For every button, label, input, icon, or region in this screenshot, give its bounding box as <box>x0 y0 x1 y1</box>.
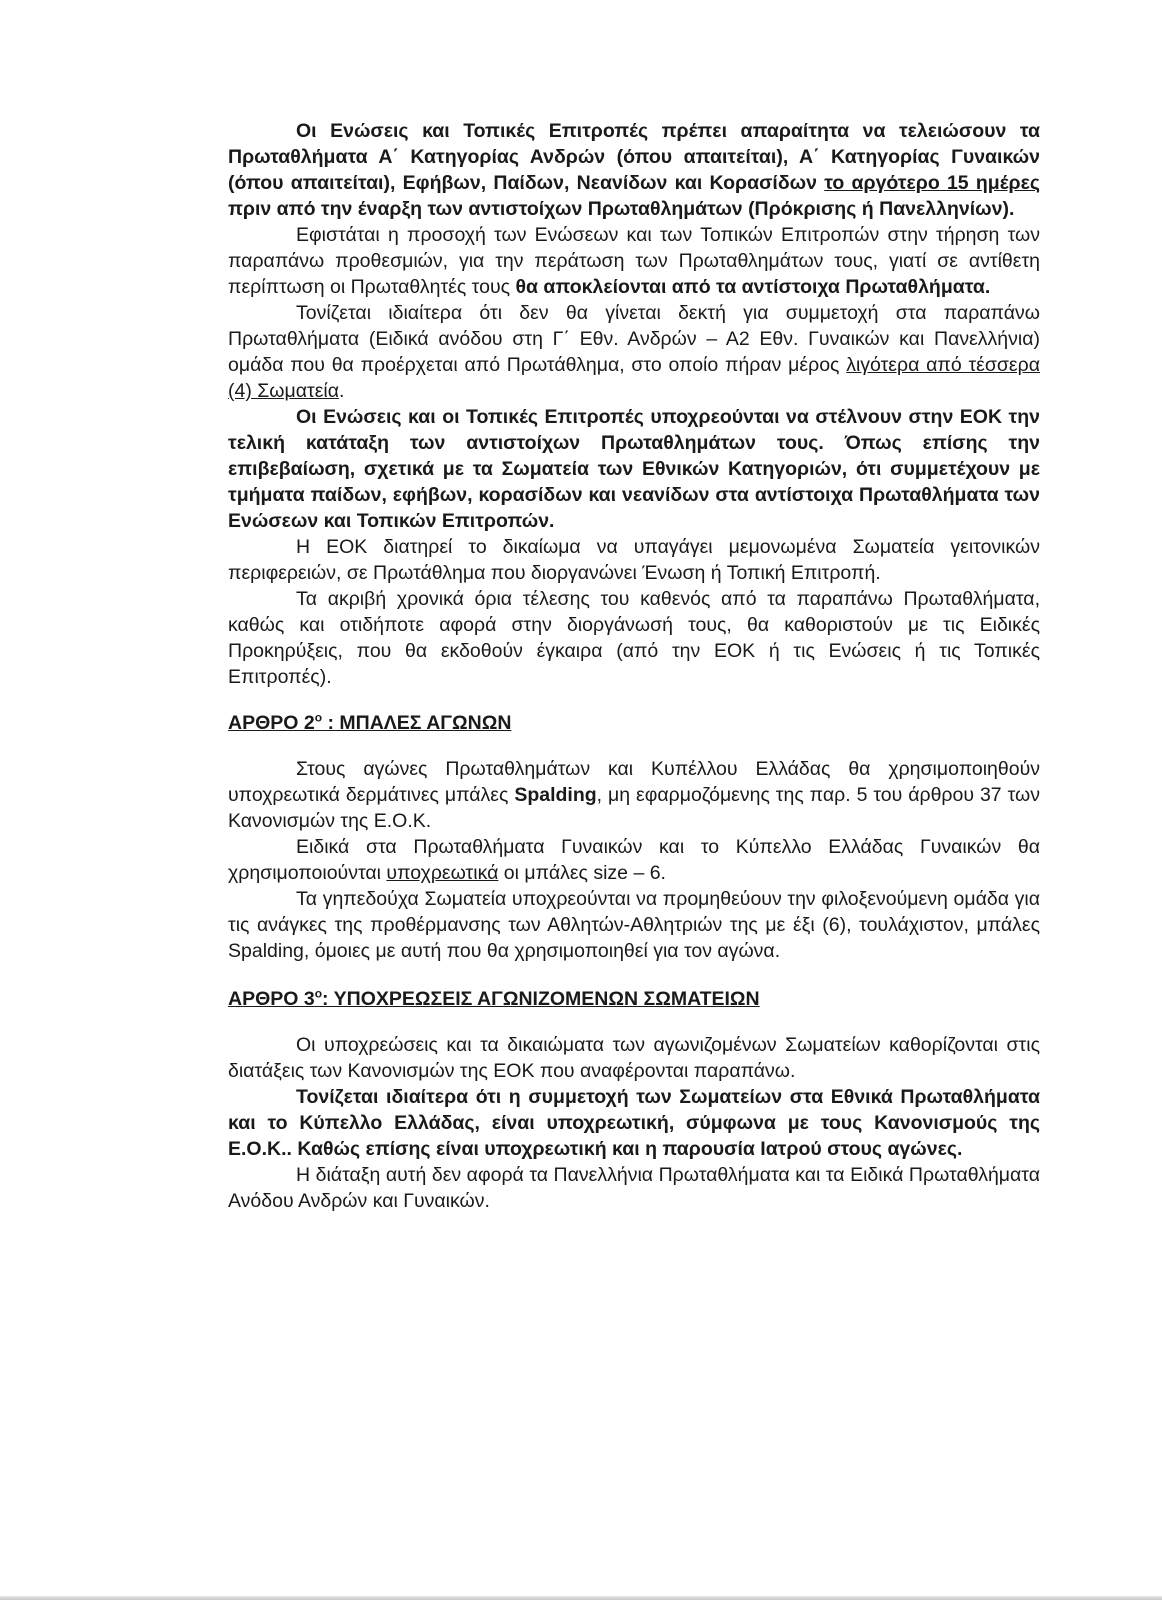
heading-text: ΑΡΘΡΟ 2 <box>228 712 315 734</box>
paragraph-balls <box>228 756 1040 834</box>
degree-sup: ο <box>314 986 323 1001</box>
paragraph-eok-right: Η ΕΟΚ διατηρεί το δικαίωμα να υπαγάγει μεμονωμένα Σωματεία γειτονικών περιφερειών, σε Πρωτάθλημα που διοργανώνει Ένωση ή Τοπική Επιτροπή. <box>228 536 1040 584</box>
paragraph-text: Τονίζεται ιδιαίτερα ότι δεν θα γίνεται δεκτή για συμμετοχή στα παραπάνω Πρωταθλήματα (Ειδικά ανόδου στη Γ΄ Εθν. Ανδρών – Α2 Εθν. Γυναικών και Πανελλήνια) ομάδα που θα προέρχεται από Πρωτάθλημα, στο οποίο πήραν μέρος <box>228 302 1040 376</box>
underlined-deadline: το αργότερο 15 ημέρες <box>824 172 1040 194</box>
paragraph-text: Στους αγώνες Πρωταθλημάτων και Κυπέλλου Ελλάδας θα χρησιμοποιηθούν υποχρεωτικά δερμάτινες μπάλες <box>228 758 1040 806</box>
paragraph-womens-balls <box>228 834 1040 886</box>
paragraph-text: Ειδικά στα Πρωταθλήματα Γυναικών και το Κύπελλο Ελλάδας Γυναικών θα χρησιμοποιούνται <box>228 836 1040 884</box>
brand-name: Spalding <box>514 784 597 806</box>
paragraph-emphasis <box>228 300 1040 404</box>
paragraph-attention <box>228 222 1040 300</box>
degree-sup: ο <box>314 710 323 725</box>
paragraph-deadline <box>228 118 1040 222</box>
document-page <box>228 118 1040 1214</box>
article-2-heading <box>228 710 1040 736</box>
paragraph-obligations: Οι Ενώσεις και οι Τοπικές Επιτροπές υποχρεούνται να στέλνουν στην ΕΟΚ την τελική κατάταξη των αντιστοίχων Πρωταθλημάτων τους. Όπως επίσης την επιβεβαίωση, σχετικά με τα Σωματεία των Εθνικών Κατηγοριών, ότι συμμετέχουν με τμήματα παίδων, εφήβων, κορασίδων και νεανίδων στα αντίστοιχα Πρωταθλήματα των Ενώσεων και Τοπικών Επιτροπών. <box>228 406 1040 532</box>
paragraph-text: Εφιστάται η προσοχή των Ενώσεων και των Τοπικών Επιτροπών στην τήρηση των παραπάνω προθεσμιών, για την περάτωση των Πρωταθλημάτων τους, γιατί σε αντίθετη περίπτωση οι Πρωταθλητές τους <box>228 224 1040 298</box>
paragraph-text: . <box>339 380 345 402</box>
paragraph-text: οι μπάλες size – 6. <box>498 862 666 884</box>
paragraph-time-limits: Τα ακριβή χρονικά όρια τέλεσης του καθενός από τα παραπάνω Πρωταθλήματα, καθώς και οτιδήποτε αφορά στην διοργάνωσή τους, θα καθοριστούν με τις Ειδικές Προκηρύξεις, που θα εκδοθούν έγκαιρα (από την ΕΟΚ ή τις Ενώσεις ή τις Τοπικές Επιτροπές). <box>228 588 1040 688</box>
paragraph-text: πριν από την έναρξη των αντιστοίχων Πρωταθλημάτων (Πρόκρισης ή Πανελληνίων). <box>228 198 1015 220</box>
paragraph-mandatory-participation: Τονίζεται ιδιαίτερα ότι η συμμετοχή των Σωματείων στα Εθνικά Πρωταθλήματα και το Κύπελλο Ελλάδας, είναι υποχρεωτική, σύμφωνα με τους Κανονισμούς της Ε.Ο.Κ.. Καθώς επίσης είναι υποχρεωτική και η παρουσία Ιατρού στους αγώνες. <box>228 1086 1040 1160</box>
paragraph-text: , μη εφαρμοζόμενης της παρ. 5 του άρθρου 37 των Κανονισμών της Ε.Ο.Κ. <box>228 784 1040 832</box>
heading-text: ΑΡΘΡΟ 3 <box>228 988 315 1010</box>
scan-edge <box>0 1596 1162 1600</box>
paragraph-exemption: Η διάταξη αυτή δεν αφορά τα Πανελλήνια Πρωταθλήματα και τα Ειδικά Πρωταθλήματα Ανόδου Ανδρών και Γυναικών. <box>228 1164 1040 1212</box>
heading-text: : ΜΠΑΛΕΣ ΑΓΩΝΩΝ <box>322 712 512 734</box>
underlined-minimum-clubs: λιγότερα από τέσσερα (4) Σωματεία <box>228 354 1040 402</box>
paragraph-warmup-balls: Τα γηπεδούχα Σωματεία υποχρεούνται να προμηθεύουν την φιλοξενούμενη ομάδα για τις ανάγκες της προθέρμανσης των Αθλητών-Αθλητριών της με έξι (6), τουλάχιστον, μπάλες Spalding, όμοιες με αυτή που θα χρησιμοποιηθεί για τον αγώνα. <box>228 888 1040 962</box>
heading-text: : ΥΠΟΧΡΕΩΣΕΙΣ ΑΓΩΝΙΖΟΜΕΝΩΝ ΣΩΜΑΤΕΙΩΝ <box>322 988 760 1010</box>
bold-warning: θα αποκλείονται από τα αντίστοιχα Πρωταθλήματα. <box>515 276 991 298</box>
article-3-heading <box>228 986 1040 1012</box>
underlined-mandatory: υποχρεωτικά <box>386 862 499 884</box>
paragraph-text: Οι Ενώσεις και Τοπικές Επιτροπές πρέπει απαραίτητα να τελειώσουν τα Πρωταθλήματα Α΄ Κατηγορίας Ανδρών (όπου απαιτείται), Α΄ Κατηγορίας Γυναικών (όπου απαιτείται), Εφήβων, Παίδων, Νεανίδων και Κορασίδων <box>228 120 1040 194</box>
paragraph-club-obligations: Οι υποχρεώσεις και τα δικαιώματα των αγωνιζομένων Σωματείων καθορίζονται στις διατάξεις των Κανονισμών της ΕΟΚ που αναφέρονται παραπάνω. <box>228 1034 1040 1082</box>
